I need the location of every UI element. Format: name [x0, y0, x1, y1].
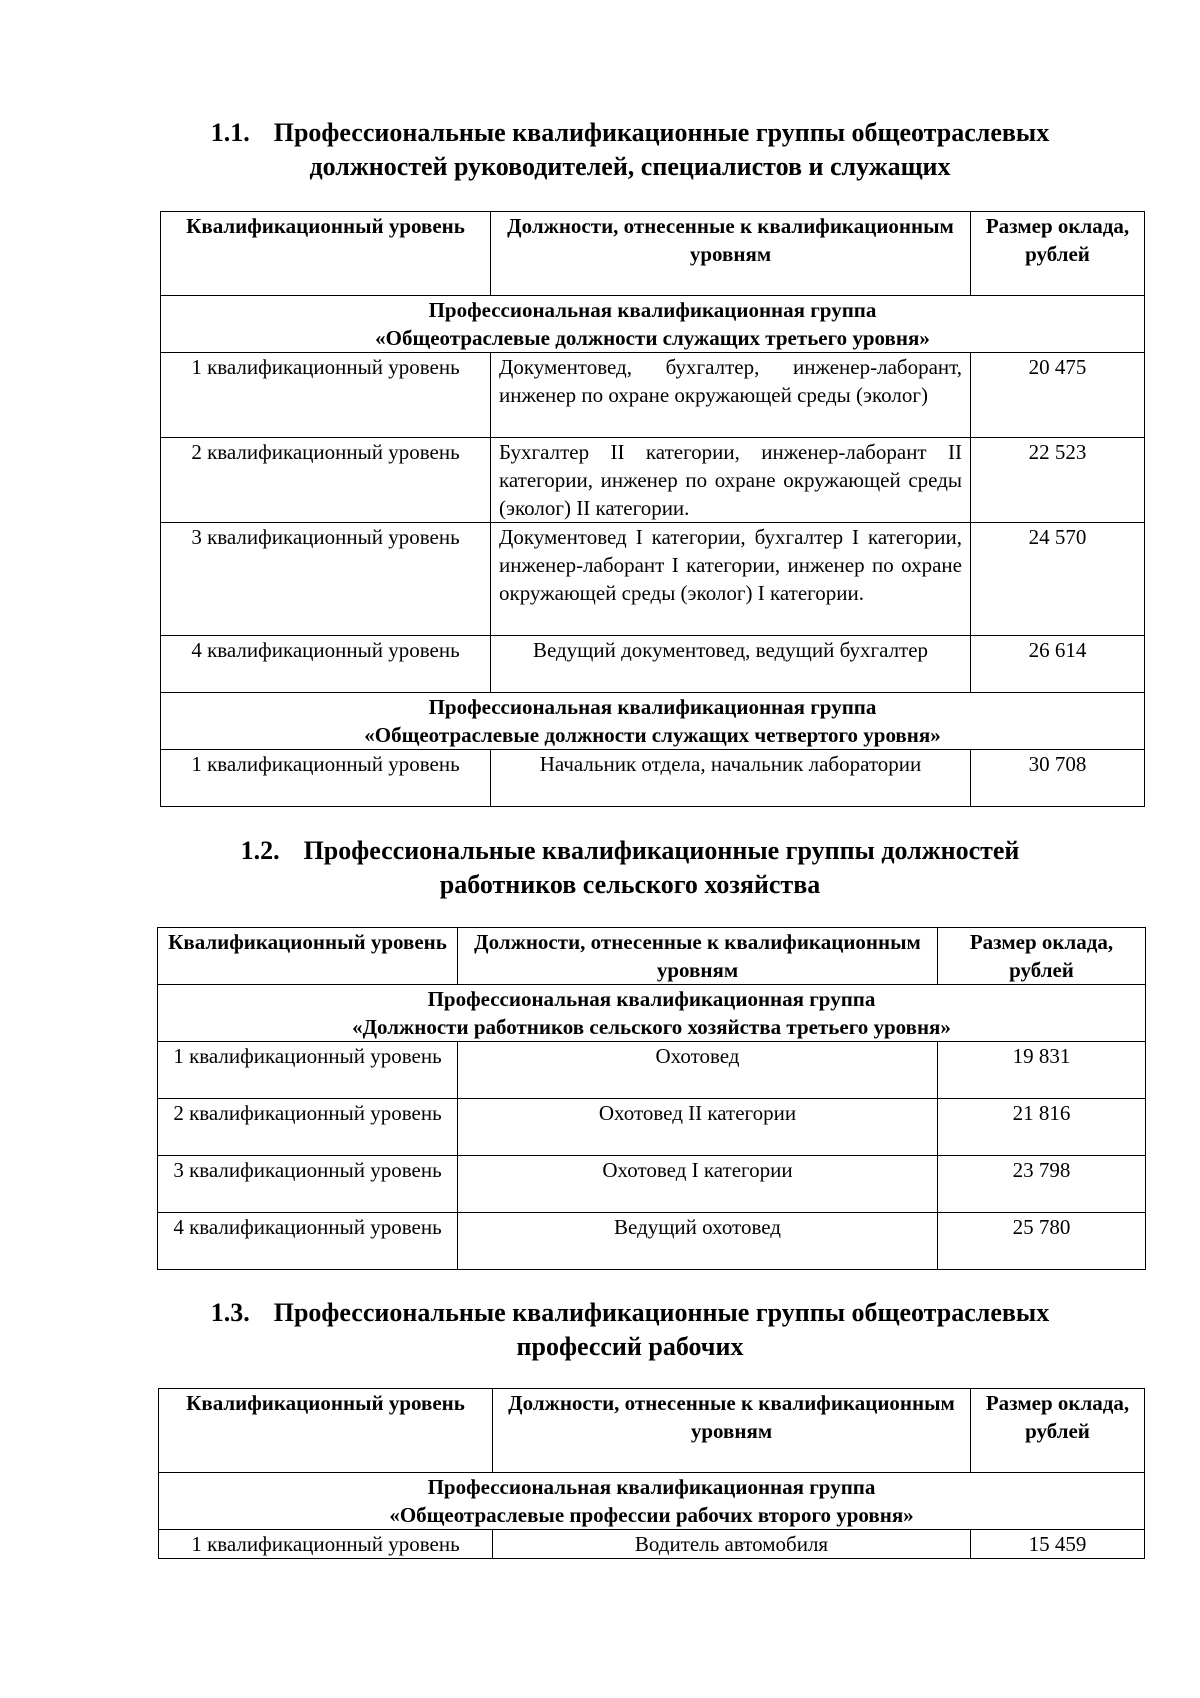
- section-2-title-line2: работников сельского хозяйства: [439, 870, 821, 899]
- level-cell: 1 квалификационный уровень: [161, 750, 491, 807]
- group-name-line2: «Общеотраслевые должности служащих четвертого уровня»: [364, 723, 941, 747]
- group-name-line2: «Общеотраслевые профессии рабочих второго уровня»: [389, 1503, 914, 1527]
- table-header-row: [158, 928, 1146, 985]
- group-name-line1: Профессиональная квалификационная группа: [427, 987, 876, 1011]
- group-row: [161, 693, 1145, 750]
- level-cell: 4 квалификационный уровень: [161, 636, 491, 693]
- header-positions: Должности, отнесенные к квалификационным уровням: [493, 1389, 971, 1473]
- positions-cell: Бухгалтер II категории, инженер-лаборант II категории, инженер по охране окружающей среды (эколог) II категории.: [491, 438, 971, 523]
- header-level: Квалификационный уровень: [159, 1389, 493, 1473]
- section-1-table: [160, 211, 1145, 807]
- section-1-title-line2: должностей руководителей, специалистов и служащих: [309, 152, 951, 181]
- positions-cell: Начальник отдела, начальник лаборатории: [491, 750, 971, 807]
- group-row: [159, 1473, 1145, 1530]
- header-salary: Размер оклада, рублей: [971, 212, 1145, 296]
- positions-cell: Охотовед I категории: [458, 1156, 938, 1213]
- table-row: [161, 523, 1145, 636]
- header-positions: Должности, отнесенные к квалификационным уровням: [491, 212, 971, 296]
- header-salary: Размер оклада, рублей: [938, 928, 1146, 985]
- group-row: [161, 296, 1145, 353]
- table-row: [161, 636, 1145, 693]
- positions-cell: Ведущий охотовед: [458, 1213, 938, 1270]
- section-2-number: 1.2.: [240, 836, 280, 865]
- section-3-heading: [150, 1296, 1110, 1364]
- salary-cell: 20 475: [971, 353, 1145, 438]
- section-1-number: 1.1.: [210, 118, 250, 147]
- positions-cell: Документовед, бухгалтер, инженер-лаборант, инженер по охране окружающей среды (эколог): [491, 353, 971, 438]
- positions-cell: Охотовед II категории: [458, 1099, 938, 1156]
- table-row: [158, 1156, 1146, 1213]
- group-name-line2: «Общеотраслевые должности служащих третьего уровня»: [375, 326, 930, 350]
- level-cell: 4 квалификационный уровень: [158, 1213, 458, 1270]
- level-cell: 3 квалификационный уровень: [161, 523, 491, 636]
- salary-cell: 25 780: [938, 1213, 1146, 1270]
- level-cell: 2 квалификационный уровень: [158, 1099, 458, 1156]
- section-3-title-line2: профессий рабочих: [516, 1332, 744, 1361]
- level-cell: 1 квалификационный уровень: [159, 1530, 493, 1559]
- group-name-line1: Профессиональная квалификационная группа: [428, 695, 877, 719]
- salary-cell: 15 459: [971, 1530, 1145, 1559]
- table-row: [159, 1530, 1145, 1559]
- salary-cell: 30 708: [971, 750, 1145, 807]
- table-row: [158, 1213, 1146, 1270]
- table-row: [161, 750, 1145, 807]
- table-row: [161, 438, 1145, 523]
- positions-cell: Документовед I категории, бухгалтер I категории, инженер-лаборант I категории, инженер по охране окружающей среды (эколог) I категории.: [491, 523, 971, 636]
- section-1-heading: [150, 116, 1110, 184]
- header-positions: Должности, отнесенные к квалификационным уровням: [458, 928, 938, 985]
- level-cell: 1 квалификационный уровень: [158, 1042, 458, 1099]
- salary-cell: 22 523: [971, 438, 1145, 523]
- section-2-title-line1: Профессиональные квалификационные группы должностей: [303, 836, 1020, 865]
- level-cell: 3 квалификационный уровень: [158, 1156, 458, 1213]
- table-row: [161, 353, 1145, 438]
- section-2-heading: [150, 834, 1110, 902]
- header-level: Квалификационный уровень: [161, 212, 491, 296]
- level-cell: 2 квалификационный уровень: [161, 438, 491, 523]
- salary-cell: 23 798: [938, 1156, 1146, 1213]
- group-name-line1: Профессиональная квалификационная группа: [428, 298, 877, 322]
- header-level: Квалификационный уровень: [158, 928, 458, 985]
- group-row: [158, 985, 1146, 1042]
- section-3-number: 1.3.: [210, 1298, 250, 1327]
- section-1-title-line1: Профессиональные квалификационные группы общеотраслевых: [273, 118, 1050, 147]
- positions-cell: Охотовед: [458, 1042, 938, 1099]
- table-row: [158, 1042, 1146, 1099]
- header-salary: Размер оклада, рублей: [971, 1389, 1145, 1473]
- level-cell: 1 квалификационный уровень: [161, 353, 491, 438]
- section-3-title-line1: Профессиональные квалификационные группы общеотраслевых: [273, 1298, 1050, 1327]
- salary-cell: 26 614: [971, 636, 1145, 693]
- table-header-row: [161, 212, 1145, 296]
- salary-cell: 21 816: [938, 1099, 1146, 1156]
- salary-cell: 19 831: [938, 1042, 1146, 1099]
- group-name-line1: Профессиональная квалификационная группа: [427, 1475, 876, 1499]
- positions-cell: Ведущий документовед, ведущий бухгалтер: [491, 636, 971, 693]
- table-row: [158, 1099, 1146, 1156]
- section-2-table: [157, 927, 1146, 1270]
- section-3-table: [158, 1388, 1145, 1559]
- group-name-line2: «Должности работников сельского хозяйства третьего уровня»: [352, 1015, 951, 1039]
- salary-cell: 24 570: [971, 523, 1145, 636]
- table-header-row: [159, 1389, 1145, 1473]
- positions-cell: Водитель автомобиля: [493, 1530, 971, 1559]
